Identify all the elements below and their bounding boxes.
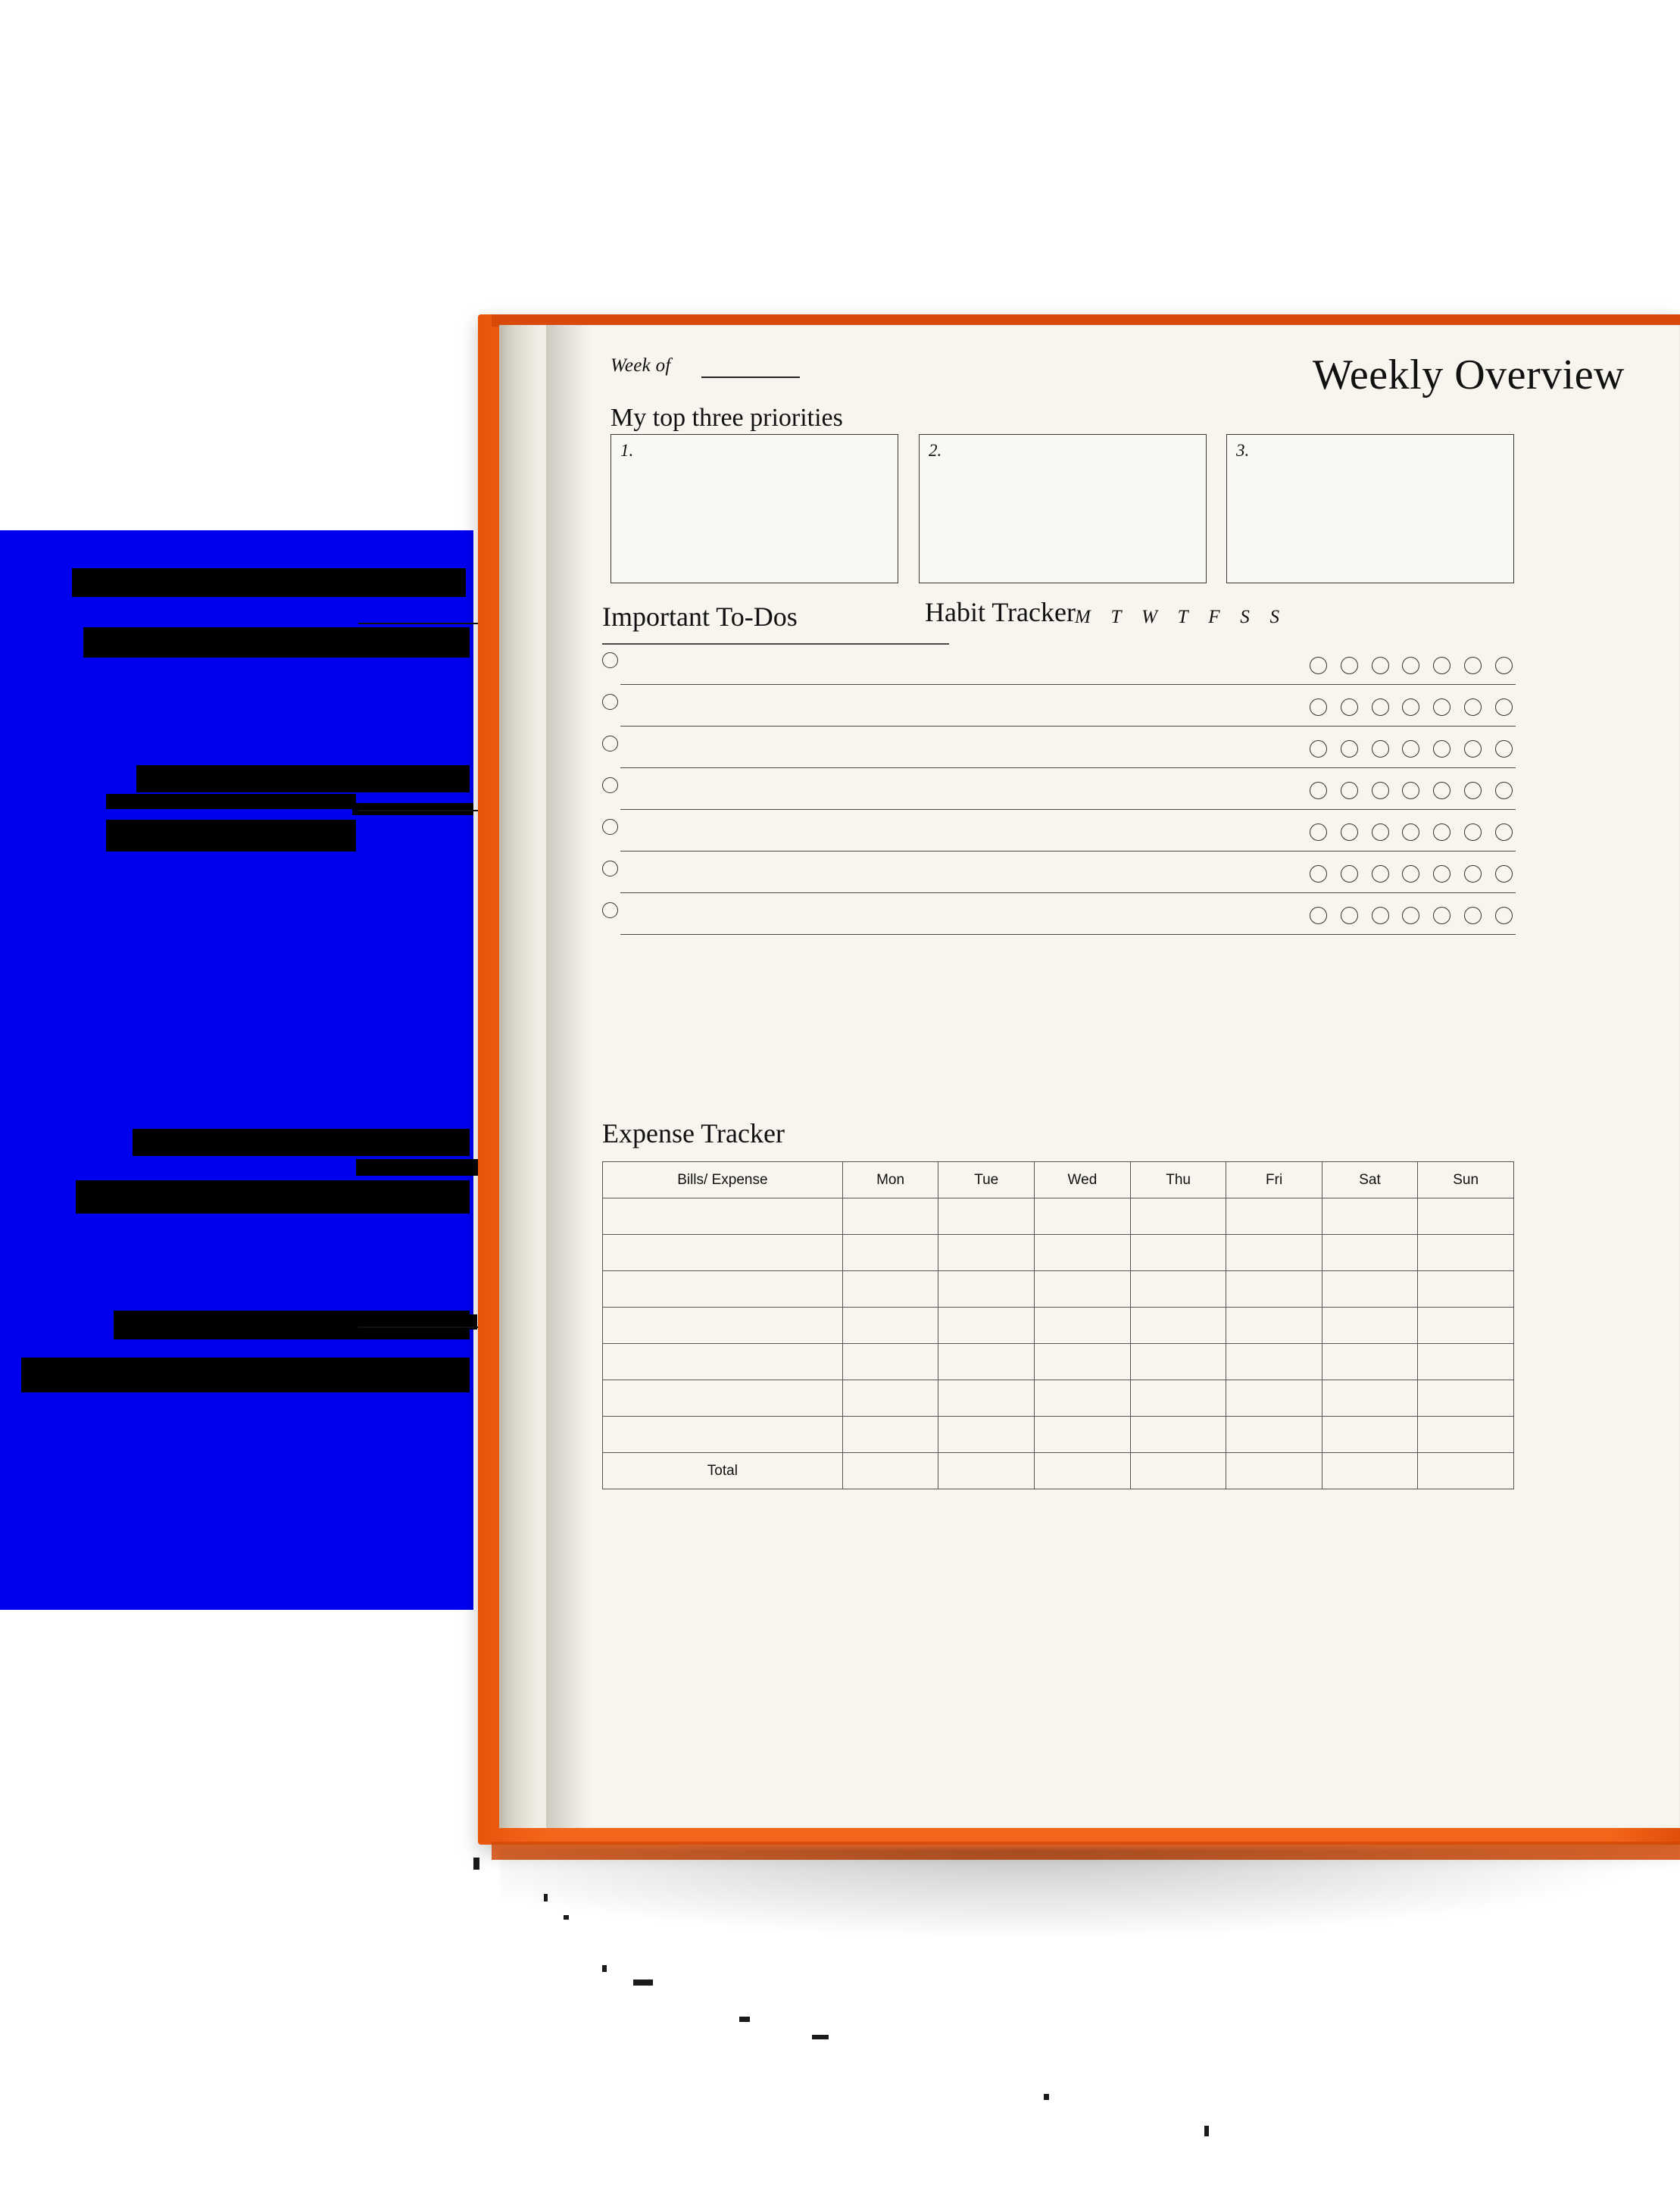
habit-circle-icon[interactable] [1372,657,1389,674]
expense-cell[interactable] [1130,1235,1226,1271]
speck [473,1858,479,1870]
habit-circle-icon[interactable] [1310,782,1327,799]
expense-cell[interactable] [1322,1417,1418,1453]
expense-cell[interactable] [1226,1271,1322,1308]
expense-name-cell[interactable] [603,1235,843,1271]
redacted-text-block [356,1159,481,1176]
expense-cell[interactable] [1322,1198,1418,1235]
expense-cell[interactable] [1130,1308,1226,1344]
habit-tracker-heading: Habit Tracker [925,597,1076,627]
expense-total-cell[interactable] [1035,1453,1131,1489]
expense-cell[interactable] [1418,1344,1514,1380]
habit-circle-icon[interactable] [1402,740,1419,758]
todo-row[interactable] [602,643,949,685]
habit-circle-group[interactable] [1310,698,1513,716]
priority-box-3-number: 3. [1236,441,1250,460]
habit-circle-icon[interactable] [1433,740,1450,758]
expense-name-cell[interactable] [603,1380,843,1417]
expense-name-cell[interactable] [603,1198,843,1235]
todo-row[interactable] [602,768,949,810]
habit-circle-icon[interactable] [1310,865,1327,883]
expense-cell[interactable] [842,1380,938,1417]
habit-row[interactable] [936,768,1516,810]
expense-cell[interactable] [1130,1271,1226,1308]
habit-circle-icon[interactable] [1402,657,1419,674]
todo-row[interactable] [602,893,949,935]
redacted-text-block [136,765,470,792]
habit-circle-icon[interactable] [1464,907,1482,924]
habit-circle-icon[interactable] [1495,907,1513,924]
expense-cell[interactable] [1418,1198,1514,1235]
habit-circle-icon[interactable] [1495,740,1513,758]
expense-cell[interactable] [1226,1417,1322,1453]
page-gutter-shadow [546,325,592,1828]
habit-circle-group[interactable] [1310,865,1513,883]
habit-circle-icon[interactable] [1341,698,1358,716]
week-of-label: Week of [610,355,671,376]
expense-total-cell[interactable] [1418,1453,1514,1489]
habit-circle-icon[interactable] [1310,907,1327,924]
habit-circle-icon[interactable] [1372,698,1389,716]
expense-column-header: Wed [1035,1162,1131,1198]
habit-circle-icon[interactable] [1495,782,1513,799]
habit-circle-icon[interactable] [1402,865,1419,883]
habit-circle-icon[interactable] [1495,698,1513,716]
expense-column-header: Mon [842,1162,938,1198]
habit-circle-icon[interactable] [1464,865,1482,883]
expense-cell[interactable] [1322,1380,1418,1417]
checkbox-circle-icon[interactable] [602,736,618,752]
expense-cell[interactable] [1418,1417,1514,1453]
redacted-text-block [72,568,466,597]
habit-circle-icon[interactable] [1433,698,1450,716]
habit-circle-group[interactable] [1310,782,1513,799]
redacted-text-block [21,1358,470,1392]
weekly-overview-page [592,337,1637,1814]
habit-circle-icon[interactable] [1310,698,1327,716]
speck [1044,2094,1049,2100]
expense-cell[interactable] [1130,1417,1226,1453]
priorities-heading: My top three priorities [610,404,843,432]
todo-row[interactable] [602,685,949,727]
speck [602,1965,607,1972]
expense-column-header: Tue [938,1162,1035,1198]
table-row[interactable] [603,1344,1514,1380]
expense-column-header: Thu [1130,1162,1226,1198]
annotation-panel [0,530,473,1610]
expense-cell[interactable] [1130,1198,1226,1235]
expense-total-cell[interactable] [842,1453,938,1489]
expense-cell[interactable] [842,1417,938,1453]
expense-cell[interactable] [1226,1308,1322,1344]
expense-cell[interactable] [1418,1380,1514,1417]
expense-cell[interactable] [842,1271,938,1308]
habit-circle-icon[interactable] [1341,907,1358,924]
expense-cell[interactable] [938,1235,1035,1271]
priority-box-1-number: 1. [620,441,634,460]
checkbox-circle-icon[interactable] [602,777,618,793]
habit-circle-icon[interactable] [1341,823,1358,841]
habit-row[interactable] [936,893,1516,935]
checkbox-circle-icon[interactable] [602,694,618,710]
expense-total-row [603,1453,1514,1489]
habit-circle-icon[interactable] [1341,865,1358,883]
habit-write-line[interactable] [936,934,1516,936]
habit-day-label: F [1208,607,1220,627]
habit-circle-icon[interactable] [1402,823,1419,841]
habit-circle-icon[interactable] [1495,823,1513,841]
expense-cell[interactable] [938,1380,1035,1417]
expense-name-cell[interactable] [603,1308,843,1344]
table-row[interactable] [603,1308,1514,1344]
expense-cell[interactable] [1130,1380,1226,1417]
habit-row[interactable] [936,685,1516,727]
habit-circle-group[interactable] [1310,823,1513,841]
habit-circle-group[interactable] [1310,907,1513,924]
habit-row[interactable] [936,727,1516,768]
priority-box-1[interactable] [610,434,898,583]
todo-row[interactable] [602,852,949,893]
habit-circle-icon[interactable] [1402,782,1419,799]
habit-day-label: M [1075,607,1091,627]
habit-circle-icon[interactable] [1433,823,1450,841]
page-title: Weekly Overview [1313,352,1625,398]
expense-cell[interactable] [842,1308,938,1344]
expense-total-cell[interactable] [1322,1453,1418,1489]
book-drop-shadow [500,1848,1666,1939]
habit-circle-icon[interactable] [1433,782,1450,799]
expense-column-header: Sat [1322,1162,1418,1198]
redacted-text-block [106,820,356,852]
table-row[interactable] [603,1417,1514,1453]
expense-cell[interactable] [1226,1344,1322,1380]
expense-column-header: Fri [1226,1162,1322,1198]
habit-circle-icon[interactable] [1341,657,1358,674]
speck [544,1894,548,1901]
habit-circle-icon[interactable] [1372,782,1389,799]
habit-circle-icon[interactable] [1310,740,1327,758]
planner-book [478,314,1680,1860]
expense-name-cell[interactable] [603,1271,843,1308]
habit-circle-icon[interactable] [1372,740,1389,758]
todo-write-line[interactable] [620,934,949,936]
todos-heading: Important To-Dos [602,602,798,632]
expense-cell[interactable] [1035,1344,1131,1380]
habit-circle-icon[interactable] [1464,740,1482,758]
expense-cell[interactable] [938,1344,1035,1380]
table-row[interactable] [603,1198,1514,1235]
checkbox-circle-icon[interactable] [602,861,618,877]
habit-day-label: S [1240,607,1250,627]
todo-row[interactable] [602,810,949,852]
redacted-text-block [106,794,356,809]
expense-cell[interactable] [1035,1235,1131,1271]
expense-cell[interactable] [1322,1235,1418,1271]
habit-day-label: T [1177,607,1188,627]
expense-cell[interactable] [1322,1344,1418,1380]
habit-circle-group[interactable] [1310,657,1513,674]
expense-total-label: Total [603,1453,843,1489]
habit-circle-icon[interactable] [1464,782,1482,799]
redacted-text-block [83,627,470,658]
habit-day-label: T [1110,607,1122,627]
expense-total-cell[interactable] [1226,1453,1322,1489]
habit-circle-icon[interactable] [1310,823,1327,841]
todo-row[interactable] [602,727,949,768]
speck [739,2017,750,2022]
expense-total-cell[interactable] [938,1453,1035,1489]
expense-cell[interactable] [1322,1308,1418,1344]
expense-cell[interactable] [842,1198,938,1235]
expense-cell[interactable] [1418,1308,1514,1344]
habit-circle-icon[interactable] [1433,907,1450,924]
priority-box-3[interactable] [1226,434,1514,583]
habit-day-label: S [1269,607,1279,627]
habit-circle-icon[interactable] [1495,657,1513,674]
habit-circle-icon[interactable] [1402,698,1419,716]
speck [564,1915,569,1920]
expense-tracker-table[interactable] [602,1161,1514,1489]
habit-row[interactable] [936,810,1516,852]
habit-circle-icon[interactable] [1372,865,1389,883]
expense-cell[interactable] [842,1344,938,1380]
expense-cell[interactable] [1035,1198,1131,1235]
habit-circle-icon[interactable] [1372,823,1389,841]
habit-circle-icon[interactable] [1402,907,1419,924]
expense-cell[interactable] [1418,1271,1514,1308]
expense-cell[interactable] [1418,1235,1514,1271]
expense-cell[interactable] [1226,1380,1322,1417]
habit-circle-icon[interactable] [1372,907,1389,924]
habit-day-label: W [1141,607,1157,627]
speck [633,1980,653,1986]
habit-circle-icon[interactable] [1433,657,1450,674]
habit-circle-icon[interactable] [1464,823,1482,841]
habit-circle-icon[interactable] [1433,865,1450,883]
redacted-text-block [133,1129,470,1156]
week-of-write-line[interactable] [701,377,800,378]
habit-circle-icon[interactable] [1464,657,1482,674]
redacted-text-block [352,803,473,815]
habit-circle-icon[interactable] [1464,698,1482,716]
table-row[interactable] [603,1235,1514,1271]
table-row[interactable] [603,1271,1514,1308]
expense-table-header-row [603,1162,1514,1198]
expense-cell[interactable] [1035,1308,1131,1344]
priority-box-2-number: 2. [929,441,942,460]
expense-cell[interactable] [1226,1198,1322,1235]
expense-cell[interactable] [938,1417,1035,1453]
habit-row[interactable] [936,852,1516,893]
habit-circle-icon[interactable] [1341,740,1358,758]
expense-cell[interactable] [1035,1417,1131,1453]
expense-column-header: Bills/ Expense [603,1162,843,1198]
expense-cell[interactable] [938,1308,1035,1344]
speck [1204,2126,1209,2136]
redacted-text-block [76,1180,470,1214]
expense-name-cell[interactable] [603,1417,843,1453]
priority-box-2[interactable] [919,434,1207,583]
expense-cell[interactable] [938,1198,1035,1235]
habit-circle-icon[interactable] [1495,865,1513,883]
expense-cell[interactable] [1130,1344,1226,1380]
expense-cell[interactable] [842,1235,938,1271]
checkbox-circle-icon[interactable] [602,819,618,835]
expense-column-header: Sun [1418,1162,1514,1198]
habit-circle-group[interactable] [1310,740,1513,758]
expense-total-cell[interactable] [1130,1453,1226,1489]
expense-cell[interactable] [1322,1271,1418,1308]
habit-row[interactable] [936,643,1516,685]
expense-tracker-heading: Expense Tracker [602,1118,785,1148]
expense-cell[interactable] [1035,1271,1131,1308]
habit-circle-icon[interactable] [1310,657,1327,674]
expense-cell[interactable] [1226,1235,1322,1271]
checkbox-circle-icon[interactable] [602,902,618,918]
checkbox-circle-icon[interactable] [602,652,618,668]
expense-name-cell[interactable] [603,1344,843,1380]
expense-cell[interactable] [938,1271,1035,1308]
table-row[interactable] [603,1380,1514,1417]
habit-circle-icon[interactable] [1341,782,1358,799]
habit-day-header [1075,607,1279,628]
speck [812,2035,829,2039]
expense-cell[interactable] [1035,1380,1131,1417]
